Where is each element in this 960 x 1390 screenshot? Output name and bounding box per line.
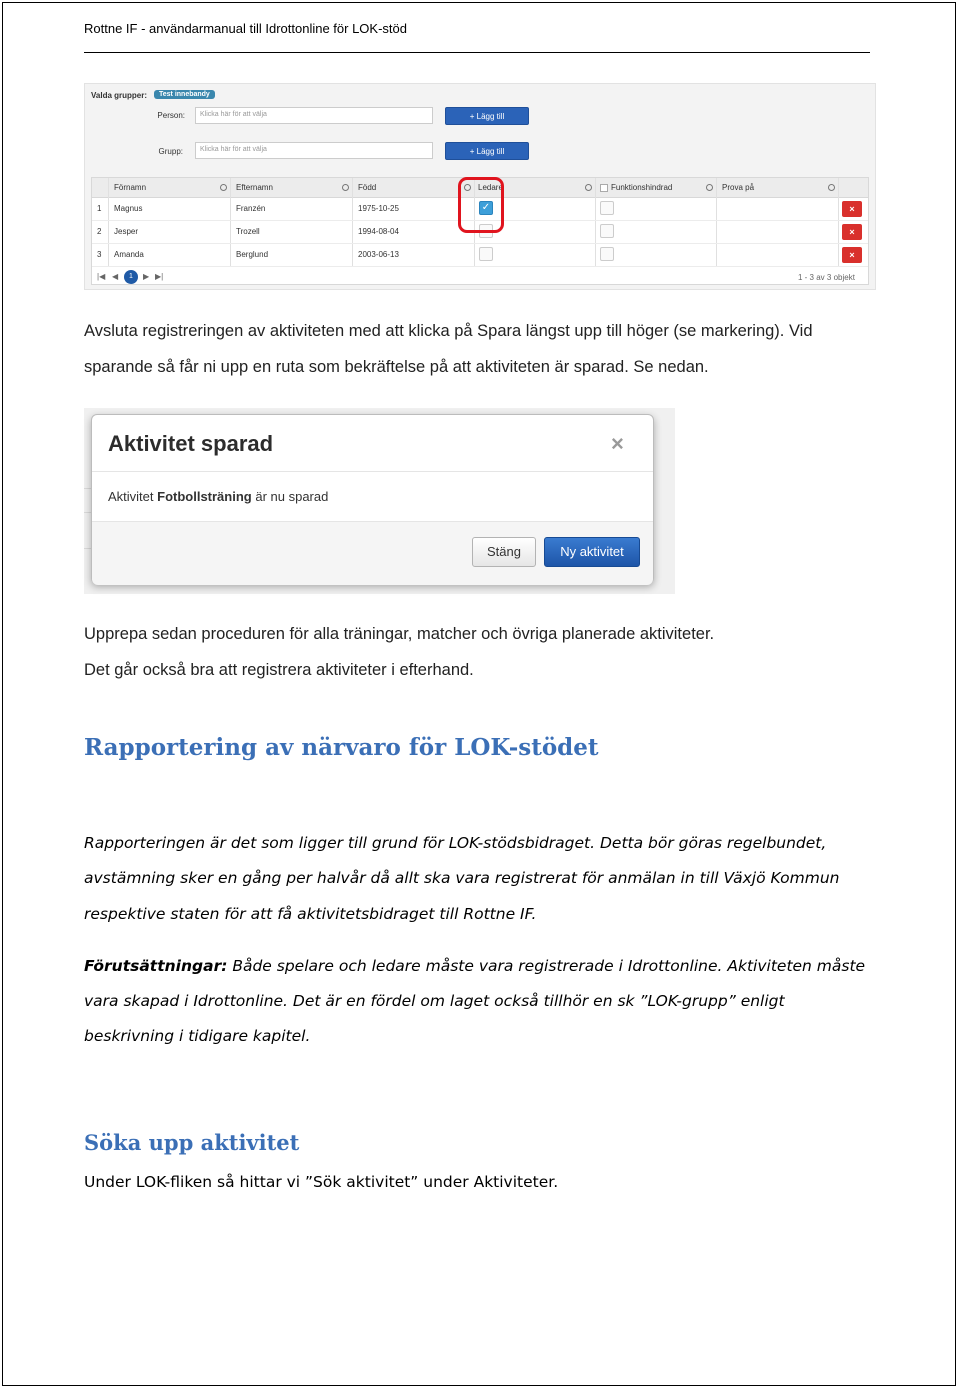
row-number: 1 — [97, 204, 102, 213]
cell-first-name: Jesper — [114, 227, 139, 236]
pager-first-icon[interactable]: |◀ — [97, 272, 106, 281]
filter-icon[interactable] — [220, 184, 227, 191]
col-header-disabled[interactable]: Funktionshindrad — [611, 183, 673, 192]
disabled-checkbox[interactable] — [600, 201, 614, 215]
cell-born: 1975-10-25 — [358, 204, 399, 213]
cell-last-name: Berglund — [236, 250, 269, 259]
col-header-try-out[interactable]: Prova på — [722, 183, 755, 192]
person-input[interactable]: Klicka här för att välja — [195, 107, 433, 124]
highlight-marker — [458, 177, 504, 233]
cell-first-name: Magnus — [114, 204, 143, 213]
disabled-checkbox[interactable] — [600, 247, 614, 261]
activity-saved-dialog — [91, 414, 654, 584]
paragraph-prerequisites-line1: Förutsättningar: Både spelare och ledare måste vara registrerade i Idrottonline. Aktiviteten måste — [84, 957, 866, 975]
paragraph-reporting-line1: Rapporteringen är det som ligger till grund för LOK-stödsbidraget. Detta bör göras regelbundet, — [84, 834, 827, 852]
dialog-message: Aktivitet Fotbollsträning är nu sparad — [108, 489, 329, 504]
paragraph-prerequisites-line2: vara skapad i Idrottonline. Det är en fördel om laget också tillhör en sk ”LOK-grupp” enligt — [84, 992, 785, 1010]
disabled-checkbox[interactable] — [600, 224, 614, 238]
cell-last-name: Trozell — [236, 227, 260, 236]
filter-icon[interactable] — [706, 184, 713, 191]
row-number: 3 — [97, 250, 102, 259]
close-button[interactable]: Stäng — [472, 537, 536, 567]
paragraph-reporting-line3: respektive staten för att få aktivitetsbidraget till Rottne IF. — [84, 905, 537, 923]
filter-icon[interactable] — [828, 184, 835, 191]
selected-group-badge[interactable]: Test innebandy — [154, 90, 215, 99]
leader-checkbox[interactable] — [479, 247, 493, 261]
row-number: 2 — [97, 227, 102, 236]
col-header-first-name[interactable]: Förnamn — [114, 183, 147, 192]
heading-find-activity: Söka upp aktivitet — [84, 1130, 300, 1155]
new-activity-button[interactable]: Ny aktivitet — [544, 537, 640, 567]
dialog-footer — [92, 521, 653, 585]
add-person-button[interactable]: + Lägg till — [445, 107, 529, 125]
cell-first-name: Amanda — [114, 250, 144, 259]
filter-icon[interactable] — [585, 184, 592, 191]
header-rule — [84, 52, 870, 53]
pager-summary: 1 - 3 av 3 objekt — [798, 273, 855, 282]
delete-row-button[interactable]: × — [842, 201, 862, 217]
paragraph-prerequisites-line3: beskrivning i tidigare kapitel. — [84, 1027, 311, 1045]
selected-groups-label: Valda grupper: — [91, 91, 148, 100]
cell-born: 1994-08-04 — [358, 227, 399, 236]
disabled-header-checkbox[interactable] — [600, 184, 608, 192]
col-header-born[interactable]: Född — [358, 183, 377, 192]
document-header: Rottne IF - användarmanual till Idrottonline för LOK-stöd — [84, 21, 407, 36]
filter-icon[interactable] — [342, 184, 349, 191]
pager-next-icon[interactable]: ▶ — [143, 272, 150, 281]
pager-prev-icon[interactable]: ◀ — [112, 272, 119, 281]
paragraph-reporting-line2: avstämning sker en gång per halvår då allt ska vara registrerat för anmälan in till Växjö Kommun — [84, 869, 840, 887]
cell-last-name: Franzén — [236, 204, 266, 213]
paragraph-save-line2: sparande så får ni upp en ruta som bekräftelse på att aktiviteten är sparad. Se nedan. — [84, 358, 709, 376]
paragraph-repeat-line1: Upprepa sedan proceduren för alla träningar, matcher och övriga planerade aktiviteter. — [84, 625, 715, 643]
close-icon[interactable]: × — [611, 431, 624, 456]
col-header-last-name[interactable]: Efternamn — [236, 183, 273, 192]
group-input[interactable]: Klicka här för att välja — [195, 142, 433, 159]
paragraph-repeat-line2: Det går också bra att registrera aktiviteter i efterhand. — [84, 661, 474, 679]
paragraph-save-line1: Avsluta registreringen av aktiviteten med att klicka på Spara längst upp till höger (se markering). Vid — [84, 322, 813, 340]
dialog-title: Aktivitet sparad — [108, 431, 274, 456]
heading-attendance-reporting: Rapportering av närvaro för LOK-stödet — [84, 734, 599, 761]
group-label: Grupp: — [158, 147, 183, 156]
col-header-leader[interactable]: Ledare — [478, 183, 503, 192]
pager-current-page[interactable]: 1 — [124, 270, 138, 284]
pager-last-icon[interactable]: ▶| — [155, 272, 164, 281]
leader-checkbox-checked[interactable]: ✓ — [479, 201, 493, 215]
cell-born: 2003-06-13 — [358, 250, 399, 259]
delete-row-button[interactable]: × — [842, 224, 862, 240]
add-group-button[interactable]: + Lägg till — [445, 142, 529, 160]
delete-row-button[interactable]: × — [842, 247, 862, 263]
paragraph-find-activity: Under LOK-fliken så hittar vi ”Sök aktivitet” under Aktiviteter. — [84, 1173, 559, 1191]
person-label: Person: — [157, 111, 185, 120]
screenshot-saved-dialog — [84, 408, 675, 594]
